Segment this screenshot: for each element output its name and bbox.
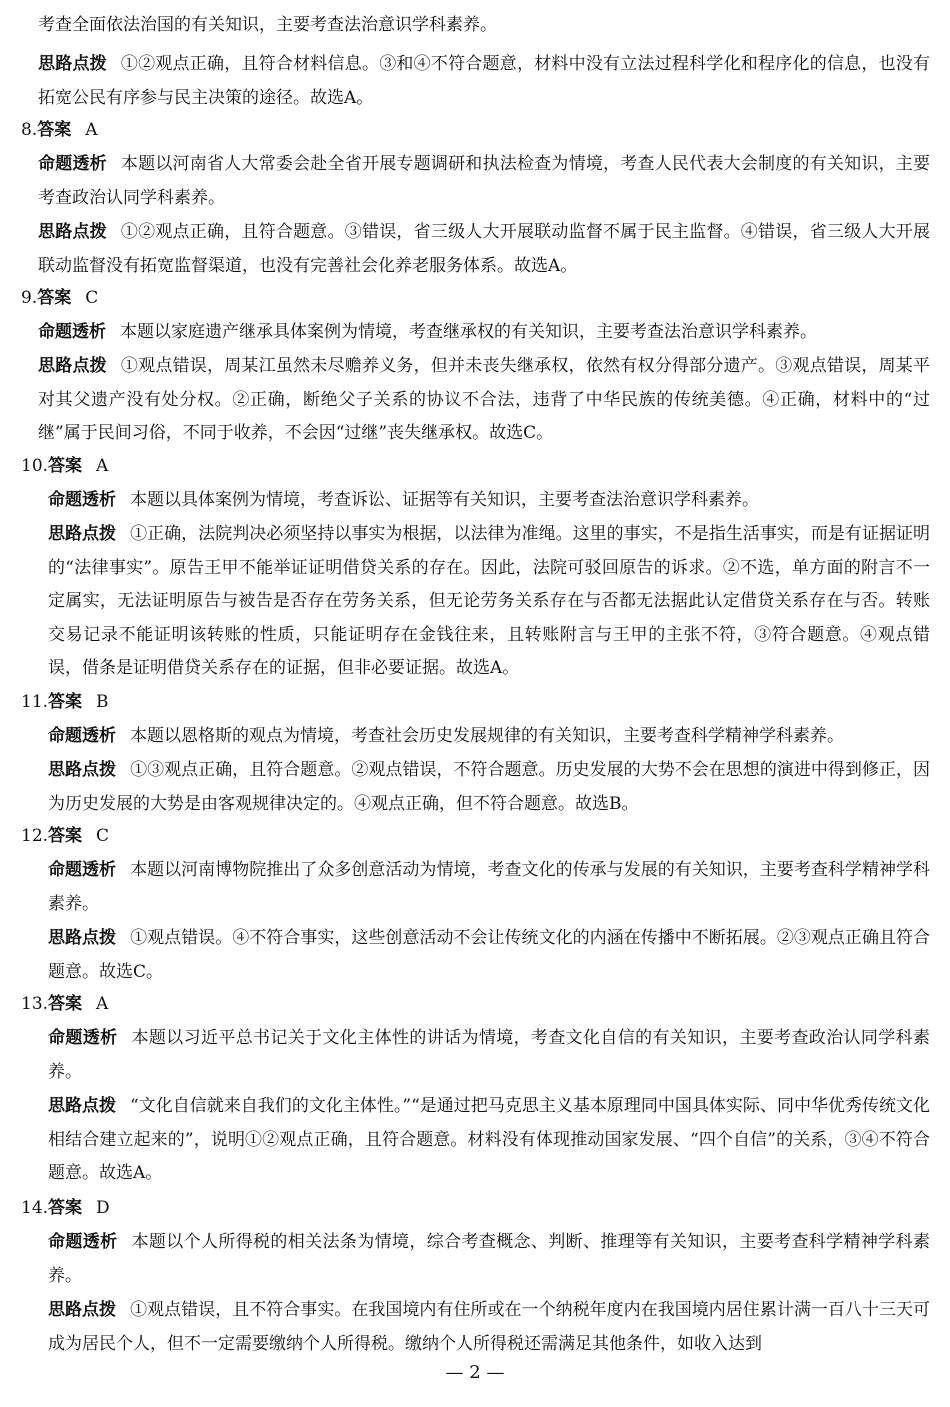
paragraph-text: ①正确，法院判决必须坚持以事实为根据，以法律为准绳。这里的事实，不是指生活事实，而是有证据证明的“法律事实”。原告王甲不能举证证明借贷关系的存在。因此，法院可驳回原告的诉求。②不选，单方面的附言不一定属实，无法证明原告与被告是否存在劳务关系，但无论劳务关系存在与否都无法据此认定借贷关系存在与否。转账交易记录不能证明该转账的性质，只能证明存在金钱往来，且转账附言与王甲的主张不符，③符合题意。④观点错误，借条是证明借贷关系存在的证据，但非必要证据。故选A。 — [48, 524, 931, 679]
paragraph-text: 本题以河南省人大常委会赴全省开展专题调研和执法检查为情境，考查人民代表大会制度的有关知识，主要考查政治认同学科素养。 — [38, 154, 931, 208]
answer-keyword: 答案 — [48, 692, 83, 712]
answer-keyword: 答案 — [37, 120, 72, 140]
answer-letter: A — [96, 994, 109, 1014]
section-label: 命题透析 — [48, 726, 116, 746]
paragraph-text: 本题以河南博物院推出了众多创意活动为情境，考查文化的传承与发展的有关知识，主要考查科学精神学科素养。 — [48, 860, 931, 914]
section-label: 命题透析 — [48, 1232, 118, 1252]
section-label: 思路点拨 — [38, 222, 107, 242]
question-number: 13. — [21, 994, 49, 1014]
section-label: 思路点拨 — [48, 1300, 117, 1320]
analysis-paragraph — [48, 754, 930, 821]
answer-heading — [21, 282, 98, 316]
answer-heading — [21, 820, 109, 854]
question-number: 10. — [21, 456, 49, 476]
analysis-paragraph — [48, 922, 930, 989]
question-number: 14. — [21, 1198, 49, 1218]
analysis-paragraph — [38, 48, 930, 115]
analysis-paragraph — [38, 350, 930, 451]
paragraph-text: ①观点错误。④不符合事实，这些创意活动不会让传统文化的内涵在传播中不断拓展。②③观点正确且符合题意。故选C。 — [48, 928, 931, 982]
analysis-paragraph — [38, 148, 930, 215]
analysis-paragraph — [48, 1090, 930, 1191]
answer-heading — [21, 686, 109, 720]
paragraph-text: 本题以习近平总书记关于文化主体性的讲话为情境，考查文化自信的有关知识，主要考查政治认同学科素养。 — [48, 1028, 931, 1082]
section-label: 思路点拨 — [48, 760, 117, 780]
question-number: 12. — [21, 826, 49, 846]
paragraph-text: ①观点错误，且不符合事实。在我国境内有住所或在一个纳税年度内在我国境内居住累计满一百八十三天可成为居民个人，但不一定需要缴纳个人所得税。缴纳个人所得税还需满足其他条件，如收入达到 — [48, 1300, 931, 1354]
section-label: 命题透析 — [38, 322, 106, 342]
paragraph-text: “文化自信就来自我们的文化主体性。”“是通过把马克思主义基本原理同中国具体实际、同中华优秀传统文化相结合建立起来的”，说明①②观点正确，且符合题意。材料没有体现推动国家发展、“四个自信”的关系，③④不符合题意。故选A。 — [48, 1096, 931, 1184]
answer-heading — [21, 450, 108, 484]
section-label: 命题透析 — [48, 490, 116, 510]
paragraph-text: ①观点错误，周某江虽然未尽赡养义务，但并未丧失继承权，依然有权分得部分遗产。③观点错误，周某平对其父遗产没有处分权。②正确，断绝父子关系的协议不合法，违背了中华民族的传统美德。④正确，材料中的“过继”属于民间习俗，不同于收养，不会因“过继”丧失继承权。故选C。 — [38, 356, 931, 444]
answer-heading — [21, 988, 108, 1022]
paragraph-text: 考查全面依法治国的有关知识，主要考查法治意识学科素养。 — [38, 15, 497, 35]
section-label: 命题透析 — [48, 1028, 118, 1048]
analysis-paragraph — [48, 1022, 930, 1089]
answer-letter: C — [85, 288, 99, 308]
page-number: — 2 — — [445, 1362, 505, 1383]
question-number: 8. — [21, 120, 38, 140]
question-number: 9. — [21, 288, 38, 308]
analysis-paragraph — [48, 518, 930, 686]
paragraph-text: ①②观点正确，且符合题意。③错误，省三级人大开展联动监督不属于民主监督。④错误，省三级人大开展联动监督没有拓宽监督渠道，也没有完善社会化养老服务体系。故选A。 — [38, 222, 931, 276]
answer-keyword: 答案 — [48, 456, 83, 476]
section-label: 思路点拨 — [48, 524, 117, 544]
analysis-paragraph — [38, 316, 930, 350]
analysis-paragraph — [48, 854, 930, 921]
answer-letter: A — [96, 456, 109, 476]
paragraph-text: 本题以个人所得税的相关法条为情境，综合考查概念、判断、推理等有关知识，主要考查科学精神学科素养。 — [48, 1232, 931, 1286]
answer-keyword: 答案 — [37, 288, 72, 308]
section-label: 思路点拨 — [38, 54, 107, 74]
answer-keyword: 答案 — [48, 994, 83, 1014]
analysis-paragraph — [48, 484, 930, 518]
paragraph-text: ①②观点正确，且符合材料信息。③和④不符合题意，材料中没有立法过程科学化和程序化的信息，也没有拓宽公民有序参与民主决策的途径。故选A。 — [38, 54, 931, 108]
analysis-paragraph — [48, 1226, 930, 1293]
paragraph-text: ①③观点正确，且符合题意。②观点错误，不符合题意。历史发展的大势不会在思想的演进中得到修正，因为历史发展的大势是由客观规律决定的。④观点正确，但不符合题意。故选B。 — [48, 760, 931, 814]
answer-heading — [21, 114, 98, 148]
section-label: 命题透析 — [38, 154, 107, 174]
answer-keyword: 答案 — [48, 1198, 83, 1218]
answer-heading — [21, 1192, 110, 1226]
answer-letter: A — [85, 120, 98, 140]
analysis-paragraph — [48, 720, 930, 754]
section-label: 思路点拨 — [48, 928, 117, 948]
answer-letter: C — [96, 826, 110, 846]
paragraph-text: 本题以恩格斯的观点为情境，考查社会历史发展规律的有关知识，主要考查科学精神学科素养。 — [130, 726, 844, 746]
analysis-paragraph — [48, 1294, 930, 1361]
question-number: 11. — [21, 692, 49, 712]
answer-letter: D — [96, 1198, 110, 1218]
paragraph-text: 本题以具体案例为情境，考查诉讼、证据等有关知识，主要考查法治意识学科素养。 — [130, 490, 759, 510]
answer-keyword: 答案 — [48, 826, 83, 846]
analysis-paragraph — [38, 216, 930, 283]
answer-letter: B — [96, 692, 109, 712]
section-label: 思路点拨 — [38, 356, 107, 376]
section-label: 命题透析 — [48, 860, 117, 880]
text-line — [38, 9, 930, 43]
paragraph-text: 本题以家庭遗产继承具体案例为情境，考查继承权的有关知识，主要考查法治意识学科素养。 — [120, 322, 817, 342]
section-label: 思路点拨 — [48, 1096, 117, 1116]
